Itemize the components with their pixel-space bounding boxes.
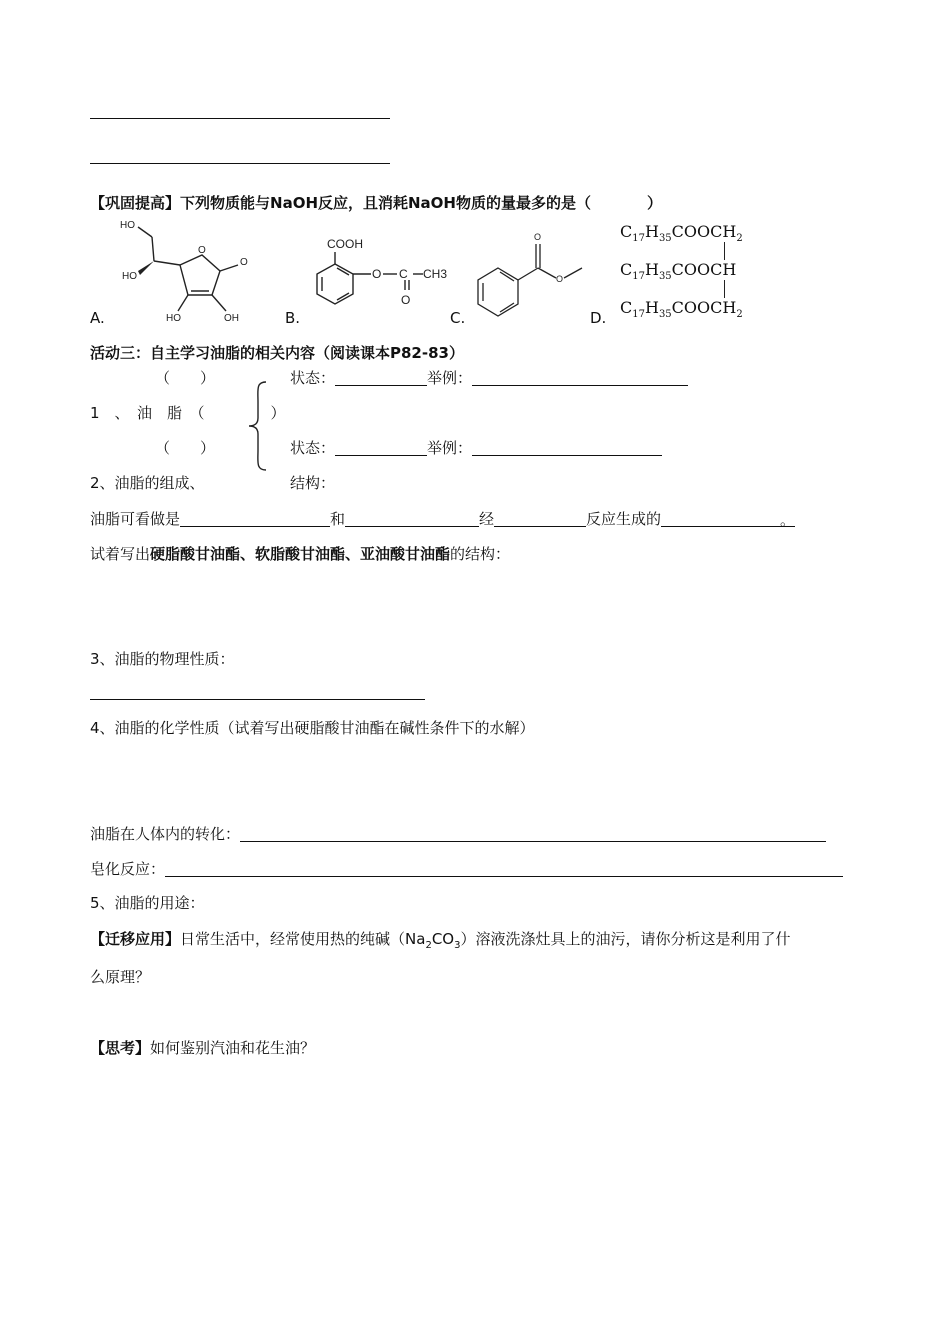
fat-blank-4[interactable]: 。 — [661, 510, 795, 527]
item2-structure-label: 结构： — [290, 474, 336, 492]
struct-b-o-ester: O — [372, 267, 382, 281]
struct-b-ch3: CH3 — [423, 267, 448, 281]
conversion-blank[interactable] — [240, 825, 826, 842]
struct-b-o-carbonyl: O — [401, 293, 411, 307]
paren-bottom: （ ） — [155, 439, 216, 457]
consolidate-question — [90, 193, 662, 213]
option-a-label: A. — [90, 309, 105, 327]
state-top: 状态： 举例： — [290, 368, 688, 388]
structure-d-tristearin — [620, 222, 750, 321]
fat-blank-2[interactable] — [345, 510, 479, 527]
try-write-line: 试着写出硬脂酸甘油酯、软脂酸甘油酯、亚油酸甘油酯的结构： — [90, 545, 511, 563]
structure-c-methyl-benzoate — [468, 230, 590, 325]
state-bottom: 状态： 举例： — [290, 438, 662, 458]
structure-b-aspirin — [305, 232, 455, 324]
example-top-blank[interactable] — [472, 369, 688, 386]
item2-composition: 2、油脂的组成、 — [90, 474, 205, 492]
item3-answer-line — [90, 699, 425, 700]
activity3-title: 活动三：自主学习油脂的相关内容（阅读课本P82-83） — [90, 344, 464, 362]
struct-a-ho-2: HO — [122, 271, 137, 282]
structure-a-ascorbic-acid — [108, 215, 258, 325]
example-bottom-blank[interactable] — [472, 439, 662, 456]
struct-b-c: C — [399, 267, 408, 281]
think-line: 【思考】如何鉴别汽油和花生油？ — [90, 1039, 316, 1057]
struct-a-o-carbonyl: O — [240, 257, 248, 268]
consolidate-close-paren: ） — [646, 194, 662, 212]
consolidate-question-text: 下列物质能与NaOH反应，且消耗NaOH物质的量最多的是（ — [180, 194, 591, 212]
struct-a-o-ring: O — [198, 245, 206, 256]
struct-d-line-2: $C_{17}H_{35}COOCH$ — [620, 260, 737, 283]
svg-text:O: O — [534, 232, 542, 242]
fat-seen-as-line: 油脂可看做是 和 经 反应生成的 。 — [90, 510, 796, 529]
answer-line-1 — [90, 118, 390, 119]
item1-fat: 1 、 油 脂 （ ） — [90, 404, 286, 422]
answer-line-2 — [90, 163, 390, 164]
paren-top: （ ） — [155, 369, 216, 387]
svg-text:O: O — [556, 274, 564, 284]
brace — [246, 380, 270, 472]
option-b-label: B. — [285, 309, 301, 327]
transfer-line-2: 么原理？ — [90, 968, 151, 986]
struct-a-ho-1: HO — [120, 220, 135, 231]
saponification-line: 皂化反应： — [90, 859, 843, 879]
struct-d-line-1: $C_{17}H_{35}COOCH_2$ — [620, 222, 743, 245]
item4-chemical: 4、油脂的化学性质（试着写出硬脂酸甘油酯在碱性条件下的水解） — [90, 719, 535, 737]
transfer-line-1: 【迁移应用】日常生活中，经常使用热的纯碱$(Na_2CO_3)$溶液洗涤灶具上的油污，请你分析这是利用了什 — [90, 930, 791, 951]
fat-blank-3[interactable] — [494, 510, 586, 527]
fat-blank-1[interactable] — [180, 510, 330, 527]
state-top-blank[interactable] — [335, 369, 427, 386]
struct-a-oh: OH — [224, 313, 239, 324]
struct-d-line-3: $C_{17}H_{35}COOCH_2$ — [620, 298, 743, 321]
struct-b-cooh: COOH — [327, 237, 363, 251]
conversion-line: 油脂在人体内的转化： — [90, 824, 826, 844]
struct-a-ho-3: HO — [166, 313, 181, 324]
item5-uses: 5、油脂的用途： — [90, 894, 205, 912]
item3-physical: 3、油脂的物理性质： — [90, 650, 235, 668]
state-bottom-blank[interactable] — [335, 439, 427, 456]
consolidate-tag: 【巩固提高】 — [90, 194, 181, 212]
option-c-label: C. — [450, 309, 466, 327]
option-d-label: D. — [590, 309, 607, 327]
saponification-blank[interactable] — [165, 860, 843, 877]
